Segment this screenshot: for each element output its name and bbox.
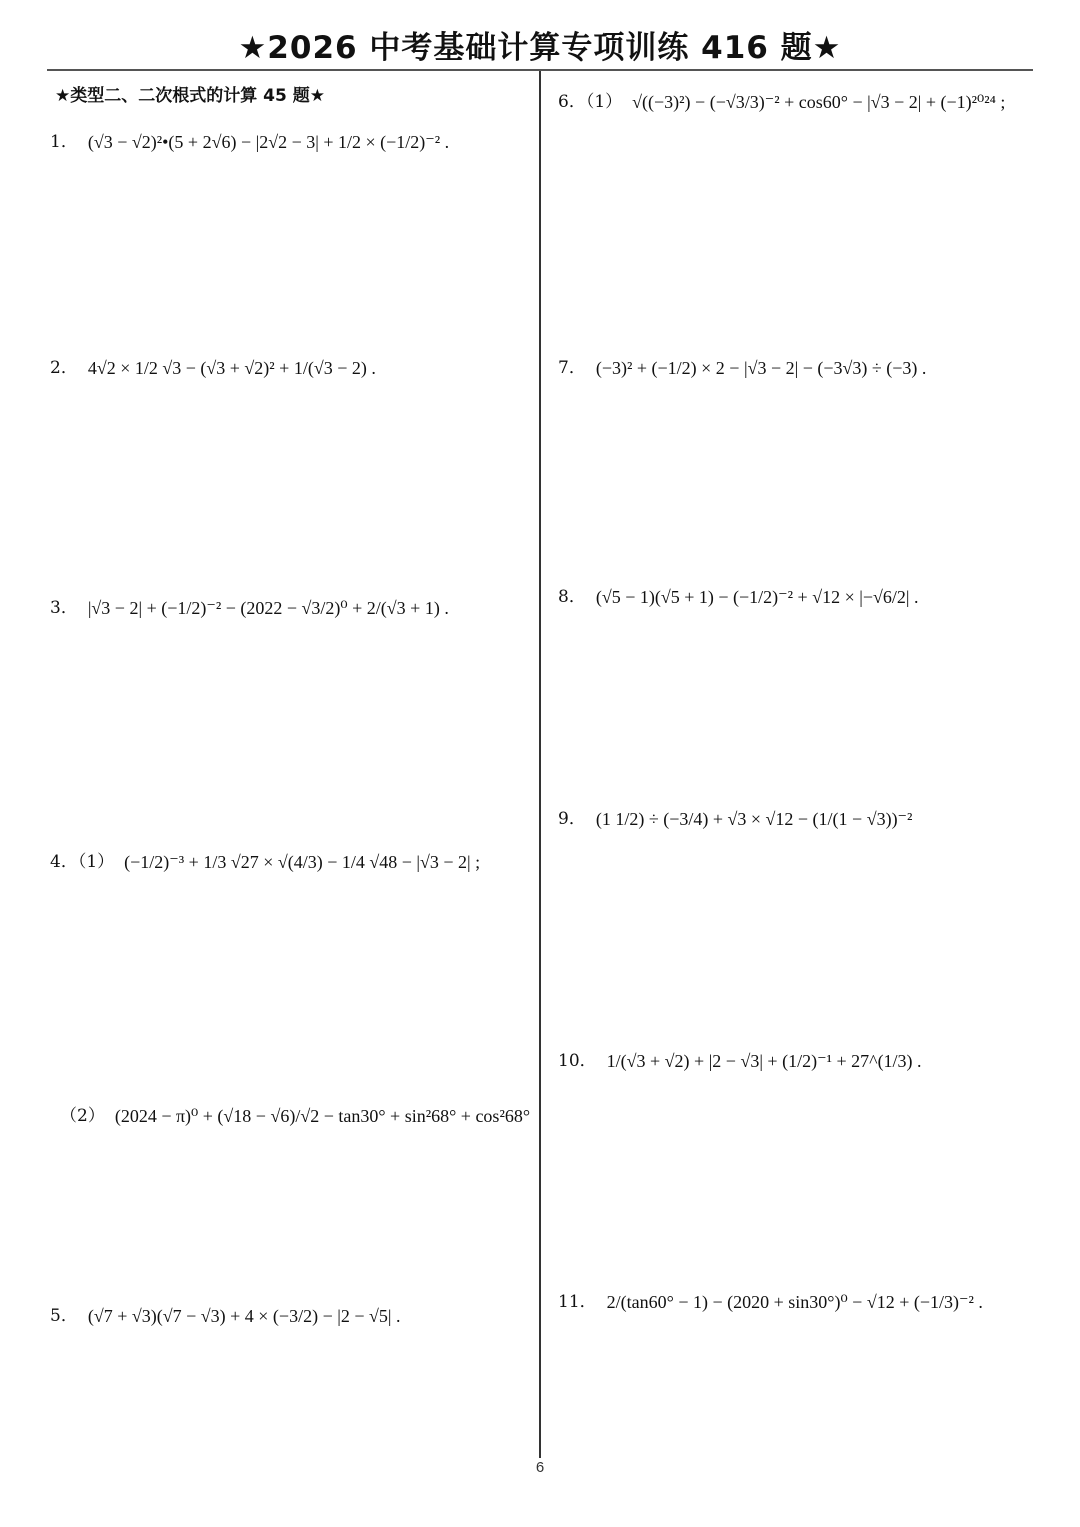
problem-label: （2） xyxy=(60,1105,105,1126)
problem-7 xyxy=(558,338,926,398)
problem-expression: 1/(√3 + √2) + |2 − √3| + (1/2)⁻¹ + 27^(1/3) . xyxy=(606,1051,922,1071)
problem-label: 5． xyxy=(50,1305,78,1326)
problem-expression: (√3 − √2)²•(5 + 2√6) − |2√2 − 3| + 1/2 × (−1/2)⁻² . xyxy=(87,132,450,152)
problem-label: 9． xyxy=(558,808,586,829)
problem-label: 3． xyxy=(50,597,78,618)
problem-label: 11． xyxy=(558,1291,597,1312)
problem-label: 1． xyxy=(50,131,78,152)
problem-expression: (√5 − 1)(√5 + 1) − (−1/2)⁻² + √12 × |−√6/2| . xyxy=(595,587,919,607)
problem-expression: √((−3)²) − (−√3/3)⁻² + cos60° − |√3 − 2| + (−1)²⁰²⁴ ; xyxy=(632,92,1006,112)
column-divider xyxy=(539,71,541,1458)
page-title: ★2026 中考基础计算专项训练 416 题★ xyxy=(238,30,842,66)
problem-2 xyxy=(50,338,376,398)
problem-10 xyxy=(558,1031,922,1091)
problem-4-part-1 xyxy=(50,832,480,892)
problem-expression: 2/(tan60° − 1) − (2020 + sin30°)⁰ − √12 + (−1/3)⁻² . xyxy=(606,1292,983,1312)
problem-expression: 4√2 × 1/2 √3 − (√3 + √2)² + 1/(√3 − 2) . xyxy=(87,358,376,378)
problem-8 xyxy=(558,567,918,627)
problem-9 xyxy=(558,789,912,849)
problem-11 xyxy=(558,1272,983,1332)
page-number: 6 xyxy=(535,1459,545,1476)
problem-6 xyxy=(558,72,1005,132)
problem-label: 8． xyxy=(558,586,586,607)
problem-label: 2． xyxy=(50,357,78,378)
problem-label: 10． xyxy=(558,1050,597,1071)
problem-label: 6．（1） xyxy=(558,91,623,112)
section-heading: ★类型二、二次根式的计算 45 题★ xyxy=(55,86,325,106)
problem-4-part-2 xyxy=(60,1086,530,1146)
problem-1 xyxy=(50,112,449,172)
problem-label: 4．（1） xyxy=(50,851,115,872)
problem-3 xyxy=(50,578,449,638)
problem-expression: (√7 + √3)(√7 − √3) + 4 × (−3/2) − |2 − √5| . xyxy=(87,1306,401,1326)
problem-expression: |√3 − 2| + (−1/2)⁻² − (2022 − √3/2)⁰ + 2/(√3 + 1) . xyxy=(87,598,449,618)
problem-expression: (1 1/2) ÷ (−3/4) + √3 × √12 − (1/(1 − √3))⁻² xyxy=(595,809,913,829)
problem-expression: (−3)² + (−1/2) × 2 − |√3 − 2| − (−3√3) ÷ (−3) . xyxy=(595,358,927,378)
problem-5 xyxy=(50,1286,400,1346)
problem-label: 7． xyxy=(558,357,586,378)
problem-expression: (−1/2)⁻³ + 1/3 √27 × √(4/3) − 1/4 √48 − |√3 − 2| ; xyxy=(124,852,481,872)
problem-expression: (2024 − π)⁰ + (√18 − √6)/√2 − tan30° + sin²68° + cos²68° xyxy=(114,1106,531,1126)
